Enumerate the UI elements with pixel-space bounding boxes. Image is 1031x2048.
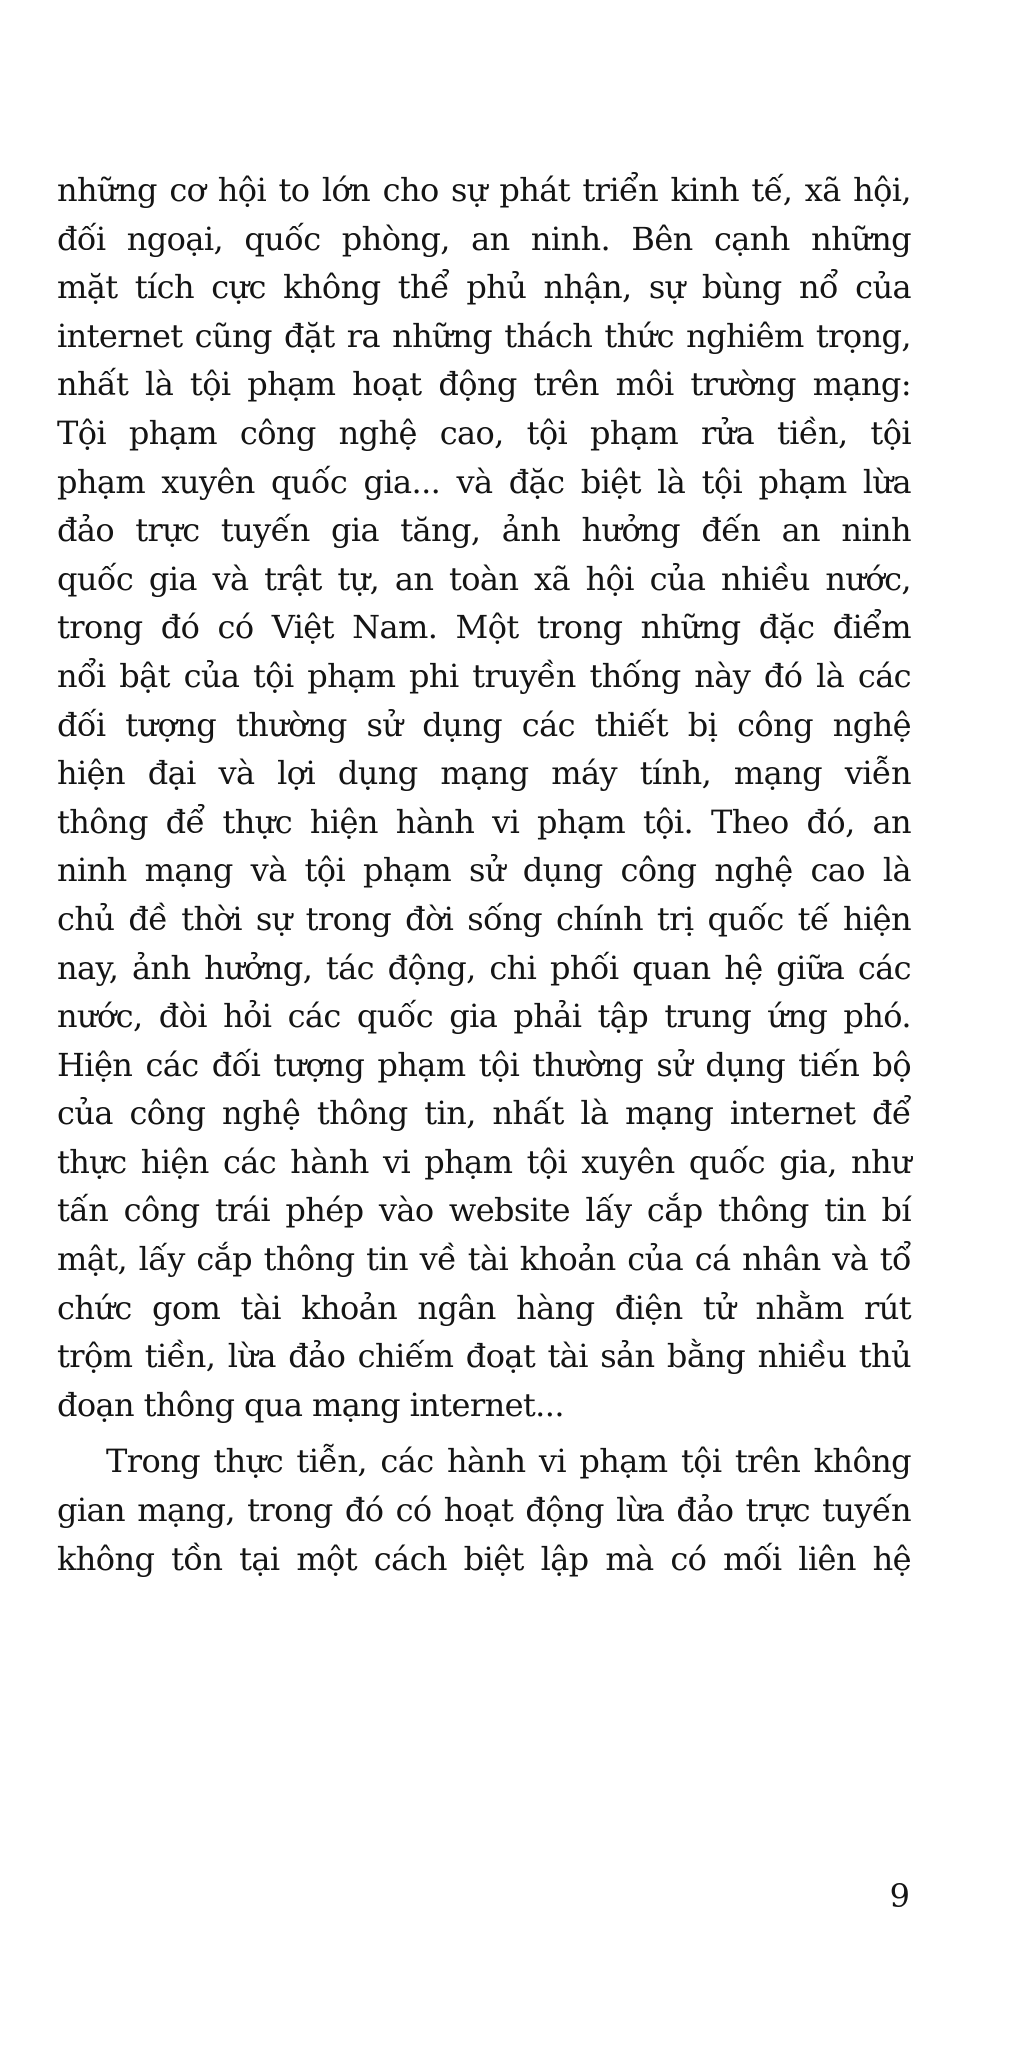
text-line: mật, lấy cắp thông tin về tài khoản của cá nhân và tổ: [57, 1240, 911, 1279]
text-line: thực hiện các hành vi phạm tội xuyên quốc gia, như: [57, 1142, 911, 1181]
text-line: không tồn tại một cách biệt lập mà có mối liên hệ: [57, 1539, 911, 1578]
text-line: trộm tiền, lừa đảo chiếm đoạt tài sản bằng nhiều thủ: [57, 1337, 911, 1376]
text-line: đối ngoại, quốc phòng, an ninh. Bên cạnh những: [57, 219, 911, 258]
text-line: trong đó có Việt Nam. Một trong những đặc điểm: [57, 608, 911, 647]
text-line: của công nghệ thông tin, nhất là mạng internet để: [57, 1094, 911, 1133]
text-line: ninh mạng và tội phạm sử dụng công nghệ cao là: [57, 851, 911, 890]
text-line: nay, ảnh hưởng, tác động, chi phối quan hệ giữa các: [57, 948, 911, 987]
text-line: mặt tích cực không thể phủ nhận, sự bùng nổ của: [57, 268, 911, 307]
text-line: internet cũng đặt ra những thách thức nghiêm trọng,: [57, 316, 911, 355]
text-line: những cơ hội to lớn cho sự phát triển kinh tế, xã hội,: [57, 171, 911, 209]
text-line: tấn công trái phép vào website lấy cắp thông tin bí: [57, 1191, 911, 1230]
text-line: đối tượng thường sử dụng các thiết bị công nghệ: [57, 705, 911, 744]
text-line: gian mạng, trong đó có hoạt động lừa đảo trực tuyến: [57, 1491, 911, 1530]
text-line: Trong thực tiễn, các hành vi phạm tội trên không: [106, 1442, 911, 1481]
text-line: hiện đại và lợi dụng mạng máy tính, mạng viễn: [57, 754, 911, 793]
body-text: [57, 166, 911, 1583]
text-line: đảo trực tuyến gia tăng, ảnh hưởng đến an ninh: [57, 511, 911, 550]
text-line: quốc gia và trật tự, an toàn xã hội của nhiều nước,: [57, 559, 911, 598]
text-line: Hiện các đối tượng phạm tội thường sử dụng tiến bộ: [57, 1045, 911, 1084]
text-line: đoạn thông qua mạng internet...: [57, 1385, 564, 1424]
text-line: thông để thực hiện hành vi phạm tội. Theo đó, an: [57, 802, 911, 841]
text-line: phạm xuyên quốc gia... và đặc biệt là tội phạm lừa: [57, 462, 911, 501]
paragraph-gap: [57, 1429, 911, 1437]
paragraph-1: [57, 166, 911, 1429]
text-line: nước, đòi hỏi các quốc gia phải tập trung ứng phó.: [57, 997, 911, 1036]
page-number: 9: [889, 1877, 910, 1915]
text-line: nhất là tội phạm hoạt động trên môi trường mạng:: [57, 365, 911, 404]
text-line: Tội phạm công nghệ cao, tội phạm rửa tiền, tội: [57, 413, 911, 452]
text-line: chức gom tài khoản ngân hàng điện tử nhằm rút: [57, 1288, 911, 1327]
text-line: nổi bật của tội phạm phi truyền thống này đó là các: [57, 656, 911, 695]
text-line: chủ đề thời sự trong đời sống chính trị quốc tế hiện: [57, 899, 911, 938]
paragraph-2: [57, 1437, 911, 1583]
